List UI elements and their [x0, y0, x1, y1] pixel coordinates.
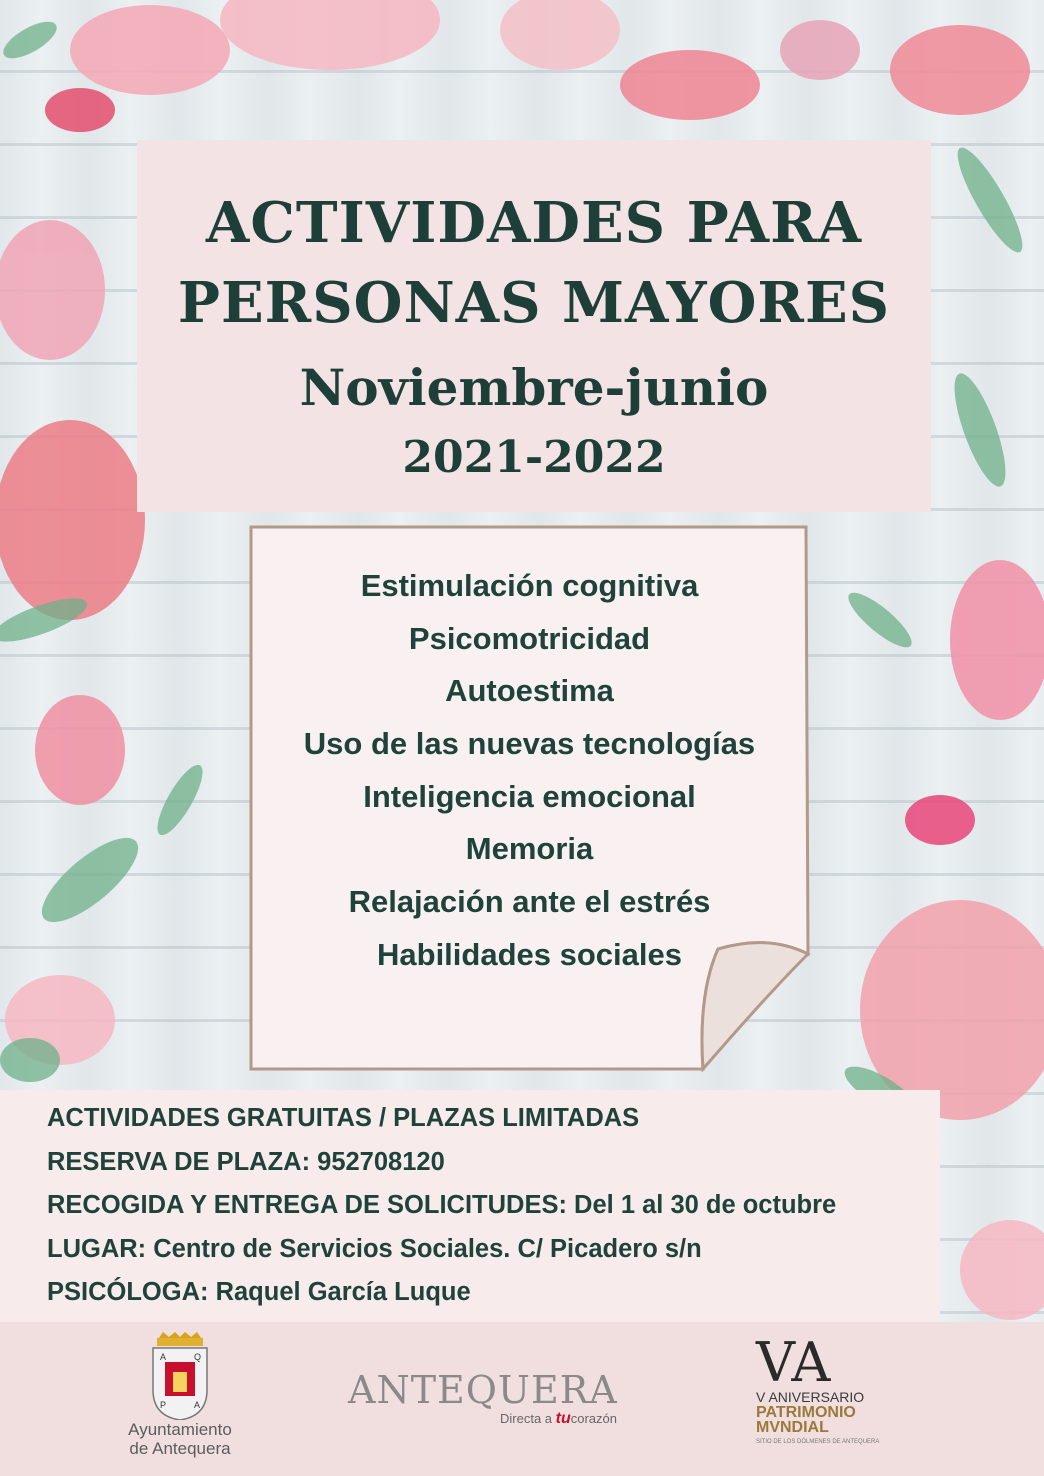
shield-letter: A [160, 1352, 167, 1362]
info-reservation-phone: RESERVA DE PLAZA: 952708120 [47, 1148, 445, 1176]
info-psychologist: PSICÓLOGA: Raquel García Luque [47, 1278, 471, 1306]
list-item: Habilidades sociales [377, 936, 682, 972]
footer-logos [0, 1322, 1044, 1476]
title-line-1: ACTIVIDADES PARA [205, 190, 863, 256]
antequera-logo [348, 1368, 648, 1438]
info-panel [0, 1090, 940, 1322]
aniversario-logo [756, 1331, 906, 1466]
antequera-tagline [500, 1410, 617, 1428]
ayuntamiento-logo [110, 1332, 250, 1468]
list-item: Autoestima [445, 673, 614, 709]
ayuntamiento-name-line-1: Ayuntamiento [128, 1420, 232, 1439]
list-item: Estimulación cognitiva [360, 568, 699, 603]
title-period: Noviembre-junio [299, 358, 769, 417]
ayuntamiento-name-line-2: de Antequera [129, 1439, 231, 1458]
activities-list [248, 560, 811, 982]
shield-letter: A [194, 1400, 201, 1410]
list-item: Uso de las nuevas tecnologías [303, 726, 756, 762]
list-item: Psicomotricidad [408, 620, 651, 656]
shield-letter: Q [194, 1352, 202, 1362]
aniversario-line-3: MVNDIAL [756, 1419, 829, 1436]
info-free-activities: ACTIVIDADES GRATUITAS / PLAZAS LIMITADAS [47, 1104, 640, 1132]
tagline-prefix: Directa a [500, 1411, 556, 1426]
tagline-suffix: corazón [570, 1411, 617, 1426]
aniversario-line-2: PATRIMONIO [756, 1404, 856, 1421]
activities-note [248, 524, 811, 1072]
antequera-wordmark: ANTEQUERA [348, 1368, 618, 1412]
aniversario-line-4: SITIO DE LOS DÓLMENES DE ANTEQUERA [756, 1439, 880, 1445]
shield-letter: P [160, 1400, 167, 1410]
va-monogram: VA [756, 1331, 831, 1394]
title-line-2: PERSONAS MAYORES [177, 270, 891, 336]
info-location: LUGAR: Centro de Servicios Sociales. C/ Picadero s/n [47, 1235, 702, 1263]
title-panel [137, 140, 931, 512]
list-item: Memoria [465, 831, 594, 867]
list-item: Inteligencia emocional [363, 778, 696, 814]
list-item: Relajación ante el estrés [348, 884, 711, 920]
aniversario-line-1: V ANIVERSARIO [756, 1389, 865, 1405]
coat-of-arms-icon [145, 1332, 215, 1420]
tagline-tu: tu [555, 1410, 571, 1427]
title-years: 2021-2022 [402, 432, 666, 483]
info-application-dates: RECOGIDA Y ENTREGA DE SOLICITUDES: Del 1 al 30 de octubre [47, 1191, 837, 1219]
